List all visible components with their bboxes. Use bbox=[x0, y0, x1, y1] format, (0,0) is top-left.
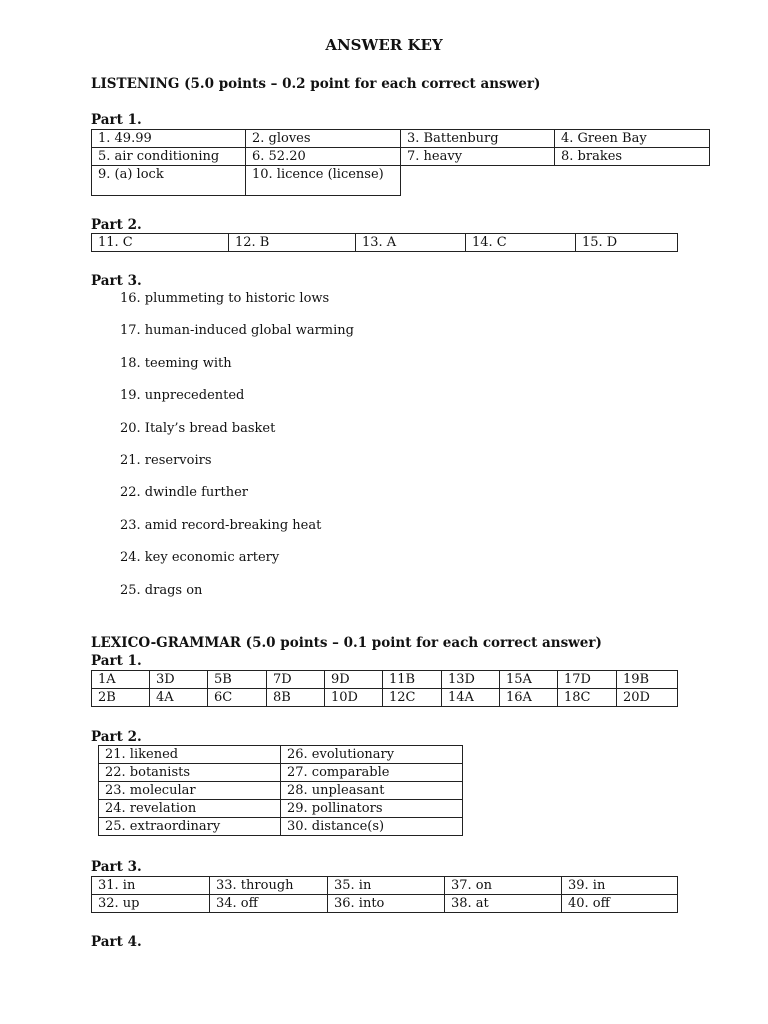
table-row bbox=[92, 148, 710, 166]
table-row bbox=[92, 895, 678, 913]
table-cell: 7D bbox=[267, 671, 325, 689]
table-cell: 34. off bbox=[210, 895, 328, 913]
lexico-part3-table bbox=[91, 876, 678, 913]
table-cell: 32. up bbox=[92, 895, 210, 913]
table-cell: 10D bbox=[325, 689, 383, 707]
list-item: 24. key economic artery bbox=[120, 550, 280, 566]
table-row bbox=[92, 689, 678, 707]
table-cell: 1. 49.99 bbox=[92, 130, 246, 148]
listening-heading: LISTENING (5.0 points – 0.2 point for each correct answer) bbox=[91, 76, 541, 92]
table-row bbox=[92, 130, 710, 148]
table-cell: 11. C bbox=[92, 234, 229, 252]
table-cell: 27. comparable bbox=[281, 764, 463, 782]
table-cell: 5. air conditioning bbox=[92, 148, 246, 166]
lexico-part1-label: Part 1. bbox=[91, 653, 142, 669]
table-row bbox=[99, 746, 463, 764]
table-cell: 4. Green Bay bbox=[555, 130, 710, 148]
table-cell: 26. evolutionary bbox=[281, 746, 463, 764]
table-cell: 17D bbox=[558, 671, 617, 689]
table-cell: 19B bbox=[617, 671, 678, 689]
table-cell: 2B bbox=[92, 689, 150, 707]
listening-part2-label: Part 2. bbox=[91, 217, 142, 233]
table-cell: 28. unpleasant bbox=[281, 782, 463, 800]
table-cell: 25. extraordinary bbox=[99, 818, 281, 836]
table-cell: 12. B bbox=[229, 234, 356, 252]
table-row bbox=[99, 818, 463, 836]
table-row bbox=[92, 671, 678, 689]
table-cell: 37. on bbox=[445, 877, 562, 895]
table-row bbox=[92, 166, 710, 196]
listening-part3-label: Part 3. bbox=[91, 273, 142, 289]
table-cell: 4A bbox=[150, 689, 208, 707]
table-cell: 30. distance(s) bbox=[281, 818, 463, 836]
listening-part2-table bbox=[91, 233, 678, 252]
table-cell: 15A bbox=[500, 671, 558, 689]
listening-part1-label: Part 1. bbox=[91, 112, 142, 128]
table-cell: 9D bbox=[325, 671, 383, 689]
table-cell: 18C bbox=[558, 689, 617, 707]
list-item: 25. drags on bbox=[120, 582, 203, 598]
list-item: 20. Italy’s bread basket bbox=[120, 420, 276, 436]
table-cell: 15. D bbox=[576, 234, 678, 252]
table-cell: 29. pollinators bbox=[281, 800, 463, 818]
list-item: 17. human-induced global warming bbox=[120, 323, 354, 339]
list-item: 21. reservoirs bbox=[120, 452, 212, 468]
table-row bbox=[92, 877, 678, 895]
lexico-part4-label: Part 4. bbox=[91, 934, 142, 950]
list-item: 16. plummeting to historic lows bbox=[120, 291, 330, 306]
table-cell: 24. revelation bbox=[99, 800, 281, 818]
table-cell: 2. gloves bbox=[246, 130, 401, 148]
table-cell: 16A bbox=[500, 689, 558, 707]
table-row bbox=[99, 800, 463, 818]
table-cell: 11B bbox=[383, 671, 442, 689]
lexico-part2-table bbox=[98, 745, 463, 836]
list-item: 23. amid record-breaking heat bbox=[120, 517, 322, 533]
table-cell: 9. (a) lock bbox=[92, 166, 246, 196]
table-cell: 33. through bbox=[210, 877, 328, 895]
table-cell: 23. molecular bbox=[99, 782, 281, 800]
table-cell: 14A bbox=[442, 689, 500, 707]
table-cell: 6C bbox=[208, 689, 267, 707]
table-cell: 8. brakes bbox=[555, 148, 710, 166]
table-cell: 39. in bbox=[562, 877, 678, 895]
table-cell: 21. likened bbox=[99, 746, 281, 764]
table-cell: 7. heavy bbox=[401, 148, 555, 166]
table-cell: 36. into bbox=[328, 895, 445, 913]
lexico-part1-table bbox=[91, 670, 678, 707]
table-cell: 3. Battenburg bbox=[401, 130, 555, 148]
table-cell: 13D bbox=[442, 671, 500, 689]
table-cell: 35. in bbox=[328, 877, 445, 895]
page-title: ANSWER KEY bbox=[325, 36, 443, 54]
table-cell: 8B bbox=[267, 689, 325, 707]
table-cell: 13. A bbox=[356, 234, 466, 252]
table-cell: 20D bbox=[617, 689, 678, 707]
lexico-heading: LEXICO-GRAMMAR (5.0 points – 0.1 point for each correct answer) bbox=[91, 635, 602, 651]
lexico-part3-label: Part 3. bbox=[91, 859, 142, 875]
table-cell: 14. C bbox=[466, 234, 576, 252]
table-row bbox=[99, 782, 463, 800]
list-item: 18. teeming with bbox=[120, 355, 232, 371]
table-cell: 10. licence (license) bbox=[246, 166, 401, 196]
list-item: 19. unprecedented bbox=[120, 388, 245, 404]
table-cell: 6. 52.20 bbox=[246, 148, 401, 166]
listening-part1-table bbox=[91, 129, 710, 196]
table-cell: 1A bbox=[92, 671, 150, 689]
table-row bbox=[92, 234, 678, 252]
listening-part3-list bbox=[120, 290, 354, 614]
table-row bbox=[99, 764, 463, 782]
table-cell: 3D bbox=[150, 671, 208, 689]
table-cell: 5B bbox=[208, 671, 267, 689]
table-cell: 12C bbox=[383, 689, 442, 707]
list-item: 22. dwindle further bbox=[120, 485, 248, 501]
table-cell: 22. botanists bbox=[99, 764, 281, 782]
table-cell: 31. in bbox=[92, 877, 210, 895]
lexico-part2-label: Part 2. bbox=[91, 729, 142, 745]
table-cell: 38. at bbox=[445, 895, 562, 913]
table-cell: 40. off bbox=[562, 895, 678, 913]
